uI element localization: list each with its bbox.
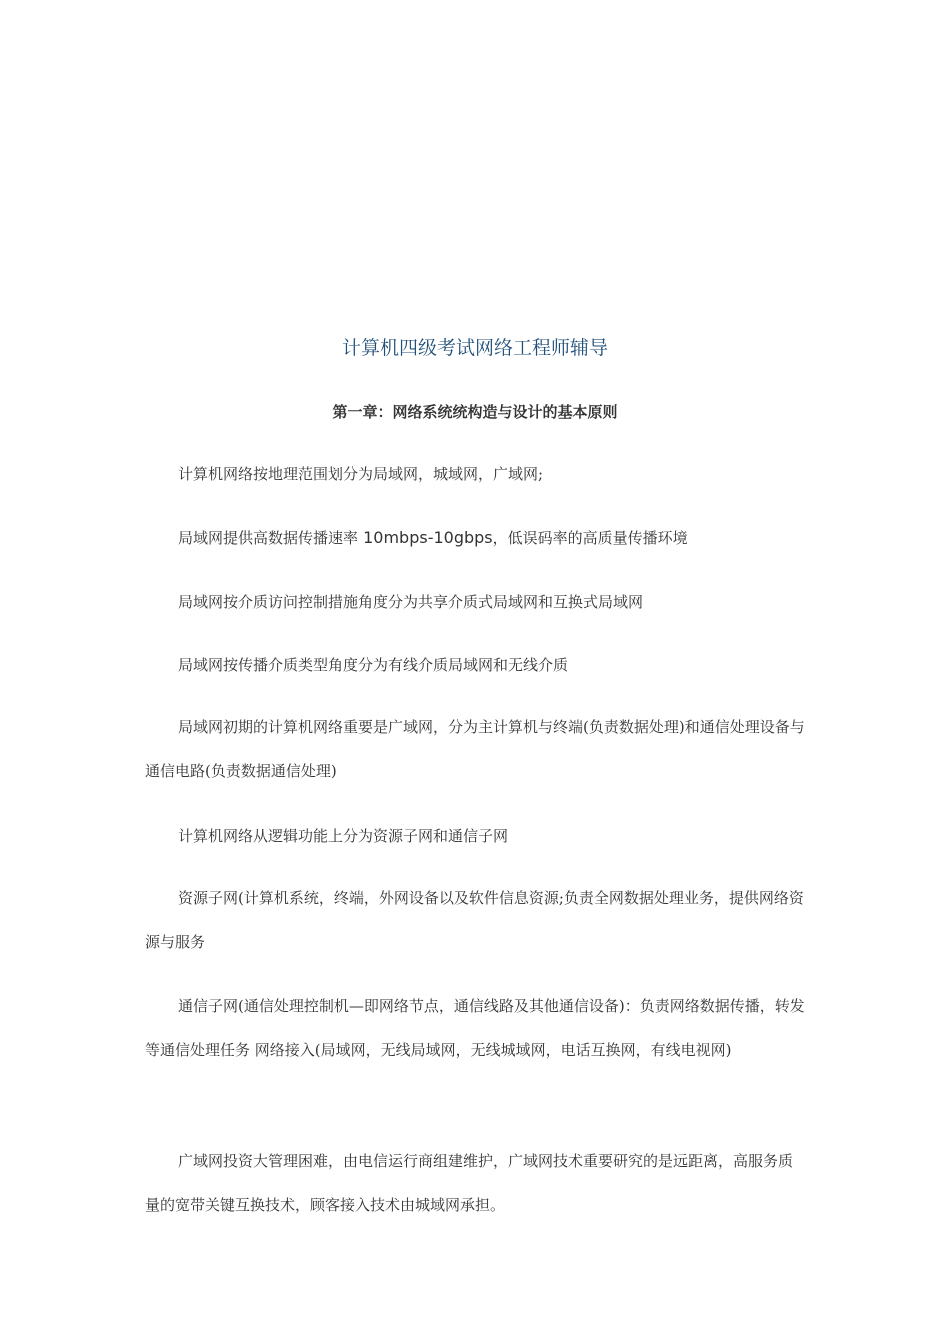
paragraph-2-part-1: 局域网提供高数据传播速率 <box>178 529 359 547</box>
chapter-heading: 第一章：网络系统统构造与设计的基本原则 <box>332 403 618 421</box>
paragraph-6: 计算机网络从逻辑功能上分为资源子网和通信子网 <box>178 827 509 845</box>
paragraph-2-part-3: ，低误码率的高质量传播环境 <box>492 529 688 547</box>
paragraph-8: 通信子网(通信处理控制机—即网络节点，通信线路及其他通信设备)：负责网络数据传播，转发等通信处理任务 网络接入(局域网，无线局域网，无线城域网，电话互换网，有线电视网) <box>145 997 805 1059</box>
paragraph-9: 广域网投资大管理困难，由电信运行商组建维护，广域网技术重要研究的是远距离，高服务质量的宽带关键互换技术，顾客接入技术由城域网承担。 <box>145 1152 794 1214</box>
paragraph-3: 局域网按介质访问控制措施角度分为共享介质式局域网和互换式局域网 <box>178 593 644 611</box>
paragraph-2 <box>145 516 805 560</box>
paragraph-7: 资源子网(计算机系统，终端，外网设备以及软件信息资源;负责全网数据处理业务，提供网络资源与服务 <box>145 889 804 951</box>
document-title: 计算机四级考试网络工程师辅导 <box>341 337 608 359</box>
paragraph-5: 局域网初期的计算机网络重要是广域网，分为主计算机与终端(负责数据处理)和通信处理设备与通信电路(负责数据通信处理) <box>145 718 805 780</box>
paragraph-4: 局域网按传播介质类型角度分为有线介质局域网和无线介质 <box>178 656 569 674</box>
paragraph-2-rate: 10mbps-10gbps <box>358 528 493 547</box>
paragraph-1: 计算机网络按地理范围划分为局域网，城域网，广域网; <box>178 465 544 483</box>
